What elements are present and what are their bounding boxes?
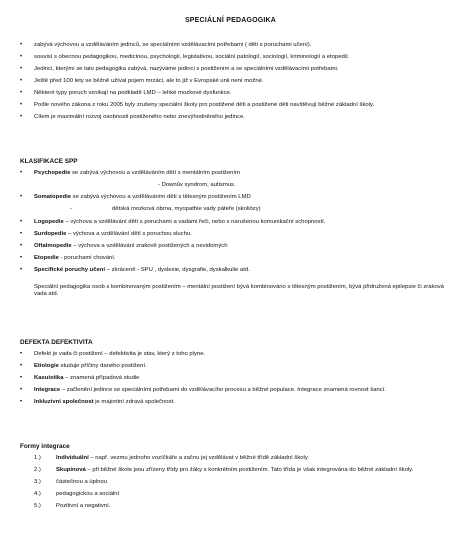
bullet-icon: • [20,170,23,177]
list-item: • Etiologie studuje příčiny daného postižení. [20,363,147,370]
list-item: • Somatopedie se zabývá výchovou a vzděláváním dětí s tělesným postižením LMD [20,194,251,201]
bullet-icon: • [20,89,23,96]
list-item: • Logopedie – výchova a vzdělávání dětí s poruchami a vadami řeči, nebo s narušenou komunikační schopností. [20,218,326,225]
bullet-icon: • [20,254,23,261]
list-item: • Defekt je vada či postižení – defektivita je stav, který z toho plyne. [20,351,206,358]
list-item: • Etopedie - poruchami chování. [20,254,116,261]
list-item: • Oftalmopedie – výchova a vzdělávání zrakově postižených a nevidomých [20,242,228,249]
list-item: 2.) Skupinová – při běžné škole jsou zřízeny třídy pro žáky s konkrétním postižením. Tato třída je však integrována do běžné základní školy. [34,467,414,474]
bullet-icon: • [20,101,23,108]
section-heading: DEFEKTA DEFEKTIVITA [20,339,93,346]
list-item: • souvisí s obecnou pedagogikou, medicínou, psychologií, legislativou, sociální patologií, sociologií, kriminologií a etopedií. [20,53,350,60]
list-item: • Jedinci, kterými se tato pedagogika zabývá, nazýváme jedinci s postižením a se speciálními vzdělávacími potřebami. [20,65,339,72]
bullet-icon: • [20,266,23,273]
list-item: • Integrace – začlenění jedince se speciálními potřebami do vzdělávacího procesu a běžné populace. Integrace znamená rovnost šancí. [20,387,387,394]
bullet-icon: • [20,113,23,120]
formy-list [20,455,447,511]
list-item: 3.) částečnou a úplnou [34,479,108,486]
list-item: • zabývá výchovou a vzděláváním jedinců, se speciálními vzdělávacími potřebami ( děti s poruchami učení). [20,42,312,48]
list-item: 1.) Individuální – např. vezmu jednoho vozíčkáře a začnu jej vzdělávat v běžné třídě základní školy. [34,455,309,462]
paragraph: Speciální pedagogika osob s kombinovaným postižením – mentální postižení bývá kombinováno s tělesným postižením, bývá přidružená epilepsie či zraková vada atd. [34,283,444,298]
document-title: SPECIÁLNÍ PEDAGOGIKA [184,17,277,24]
list-item: • Kasuistika – znamená případová studie [20,375,140,382]
list-item: • Cílem je maximální rozvoj osobnosti postiženého nebo znevýhodněného jedince. [20,113,245,120]
sub-note: - Downův syndrom, autismus. [158,182,236,189]
defekta-list [20,351,447,407]
bullet-icon: • [20,351,23,358]
klasifikace-section [20,158,447,299]
list-item: • Specifické poruchy učení – zkráceně - SPU , dyslexie, dysgrafie, dyskalkulie atd. [20,266,250,273]
section-heading: KLASIFIKACE SPP [20,158,78,165]
bullet-icon: • [20,194,23,201]
sub-note: - dětská mozková obrna, myopathie vady páteře (skoliózy) [70,206,261,213]
bullet-icon: • [20,218,23,225]
formy-section [20,443,447,515]
bullet-icon: • [20,230,23,237]
bullet-icon: • [20,77,23,84]
bullet-icon: • [20,375,23,382]
bullet-icon: • [20,53,23,60]
list-item: • Psychopedie se zabývá výchovou a vzděláváním dětí s mentálním postižením [20,170,240,177]
bullet-icon: • [20,242,23,249]
list-item: • Ještě před 100 lety se běžně užíval pojem mrzáci, ale to již v Evropské unii není možné. [20,77,264,84]
bullet-icon: • [20,65,23,72]
list-item: • Inkluzivní společnost je majoritní zdravá společnost. [20,399,175,406]
bullet-icon: • [20,363,23,370]
list-item: • Některé typy poruch vznikají na podkladě LMD – lehké mozkové dysfunkce. [20,89,232,96]
bullet-icon: • [20,42,23,48]
list-item: • Surdopedie – výchova a vzdělávání dětí s poruchou sluchu. [20,230,192,237]
defekta-section [20,339,447,411]
list-item: 5.) Pozitivní a negativní. [34,503,111,510]
list-item: 4.) pedagogickou a sociální [34,491,120,498]
intro-section [20,42,447,126]
intro-list [20,42,447,122]
list-item: • Podle nového zákona z roku 2005 byly zrušeny speciální školy pro postižené děti a postižené děti navštěvují běžné základní školy. [20,101,375,108]
klasifikace-list [20,170,447,274]
bullet-icon: • [20,387,23,394]
section-heading: Formy integrace [20,443,70,450]
bullet-icon: • [20,399,23,406]
